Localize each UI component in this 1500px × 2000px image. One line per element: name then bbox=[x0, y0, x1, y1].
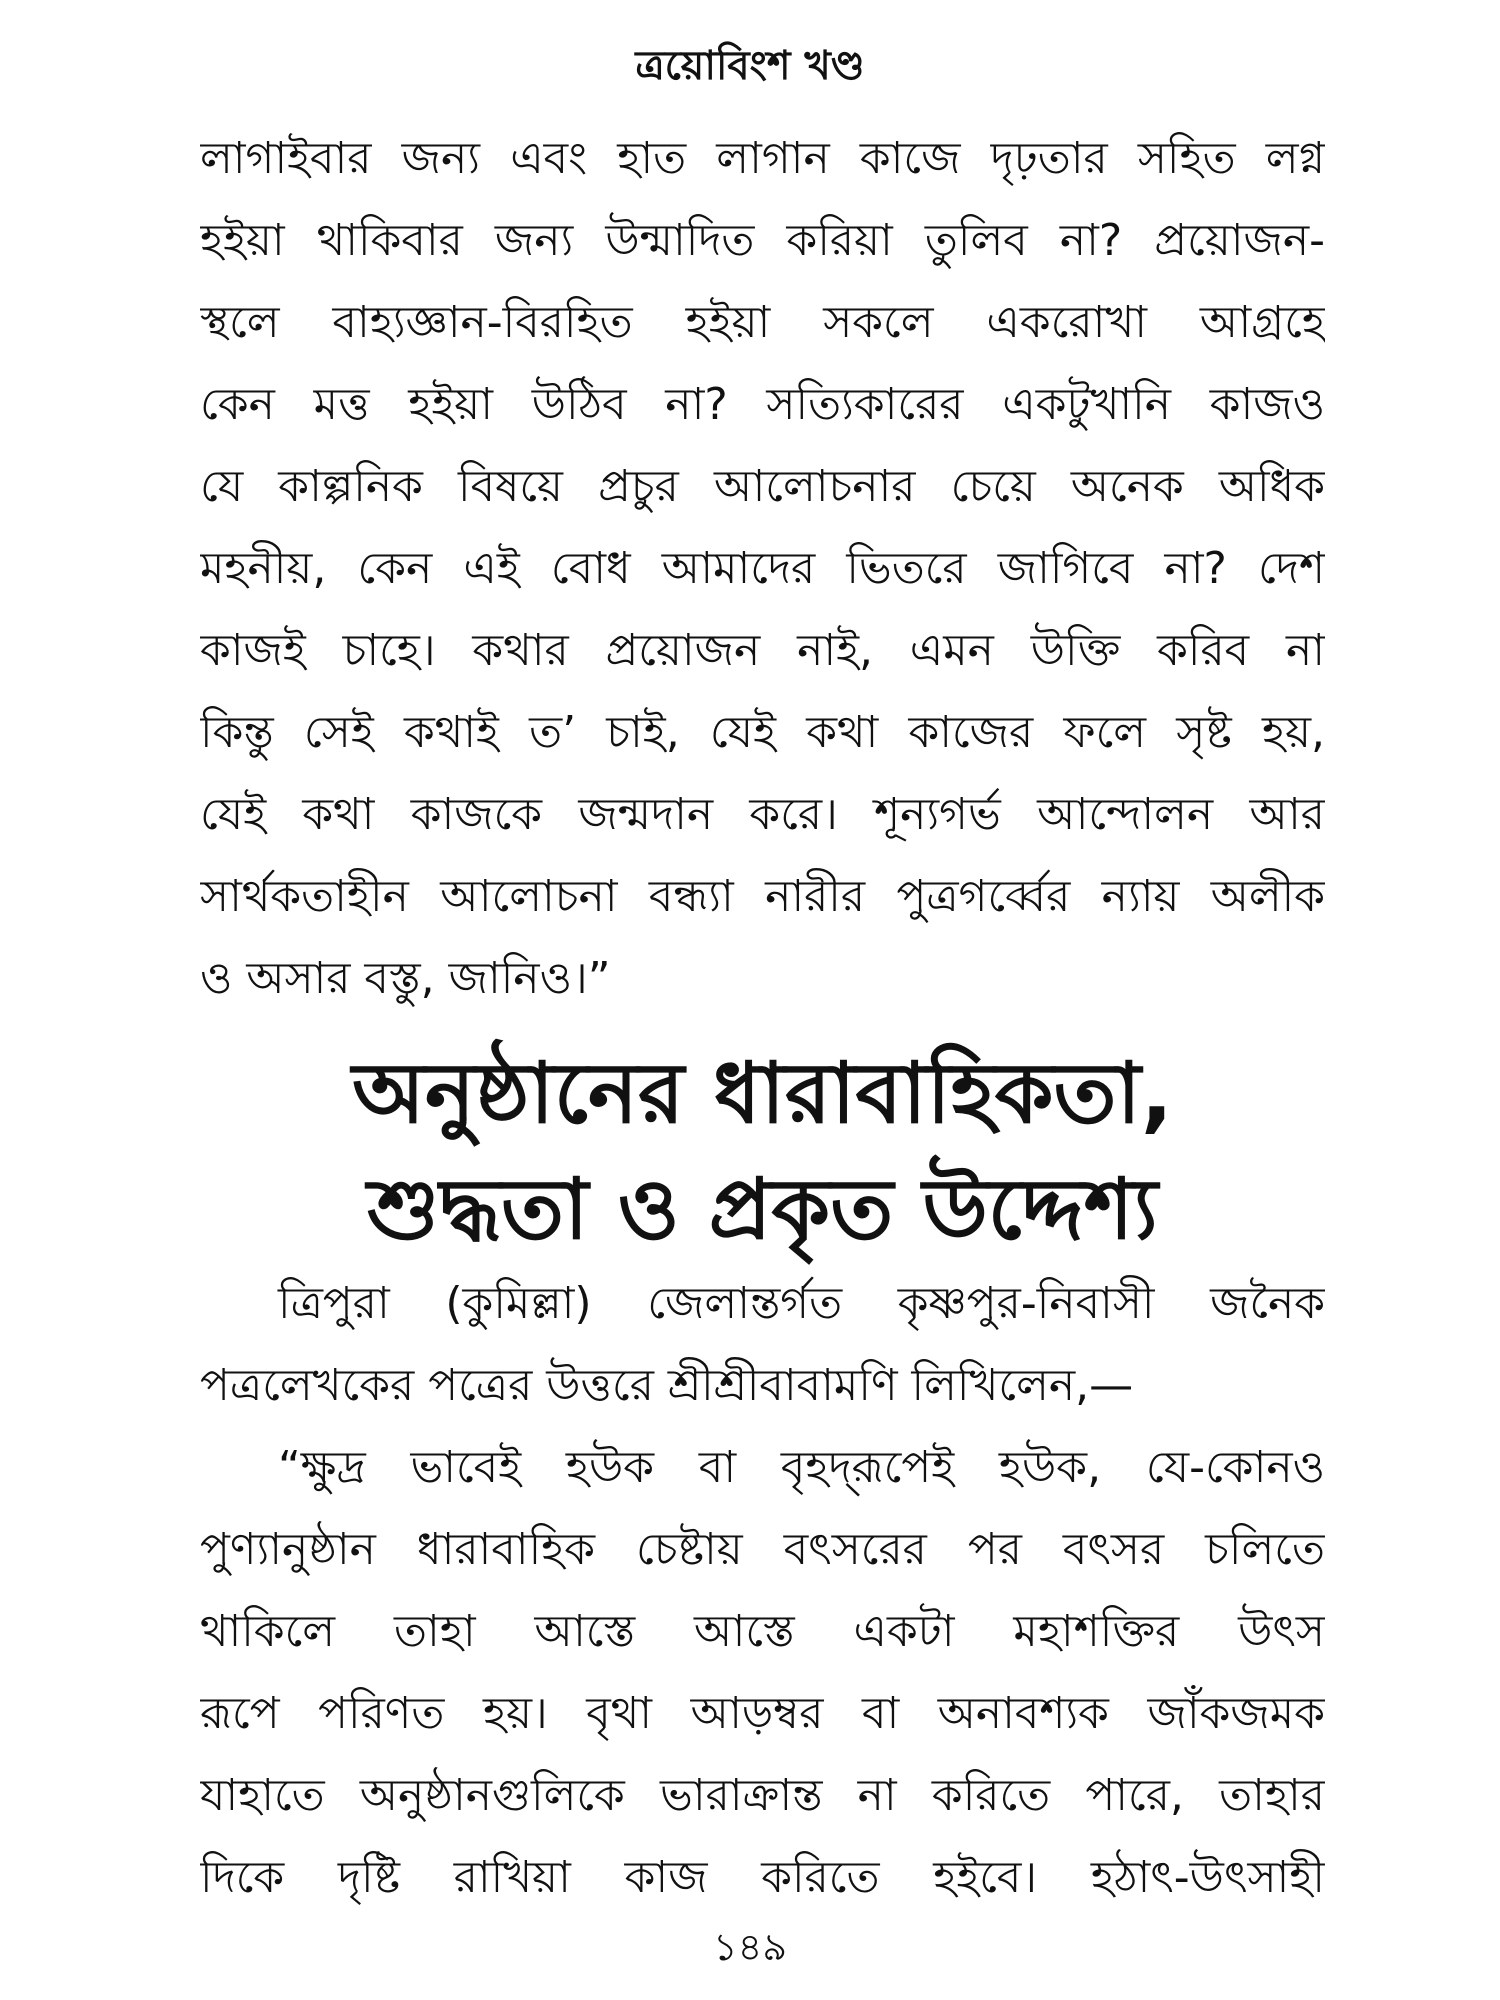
text-line: যে কাল্পনিক বিষয়ে প্রচুর আলোচনার চেয়ে অনেক অধিক bbox=[200, 461, 1325, 512]
text-line: হইয়া থাকিবার জন্য উন্মাদিত করিয়া তুলিব না? প্রয়োজন- bbox=[200, 215, 1325, 266]
text-line: পুণ্যানুষ্ঠান ধারাবাহিক চেষ্টায় বৎসরের পর বৎসর চলিতে bbox=[200, 1524, 1325, 1575]
running-head: ত্রয়োবিংশ খণ্ড bbox=[635, 43, 865, 89]
text-line: থাকিলে তাহা আস্তে আস্তে একটা মহাশক্তির উৎস bbox=[200, 1606, 1325, 1657]
text-line: কেন মত্ত হইয়া উঠিব না? সত্যিকারের একটুখানি কাজও bbox=[200, 379, 1325, 430]
text-line: “ক্ষুদ্র ভাবেই হউক বা বৃহদ্‌রূপেই হউক, যে-কোনও bbox=[278, 1442, 1325, 1493]
section-heading bbox=[200, 1035, 1325, 1267]
paragraph-quotation bbox=[200, 1427, 1325, 1919]
text-line: স্থলে বাহ্যজ্ঞান-বিরহিত হইয়া সকলে একরোখা আগ্রহে bbox=[200, 297, 1325, 348]
text-line: কিন্তু সেই কথাই ত’ চাই, যেই কথা কাজের ফলে সৃষ্ট হয়, bbox=[200, 707, 1325, 758]
text-line-last: ও অসার বস্তু, জানিও।” bbox=[200, 953, 611, 1004]
text-line: রূপে পরিণত হয়। বৃথা আড়ম্বর বা অনাবশ্যক জাঁকজমক bbox=[200, 1688, 1325, 1739]
text-line-last: পত্রলেখকের পত্রের উত্তরে শ্রীশ্রীবাবামণি লিখিলেন,— bbox=[200, 1360, 1134, 1411]
text-line: যাহাতে অনুষ্ঠানগুলিকে ভারাক্রান্ত না করিতে পারে, তাহার bbox=[200, 1770, 1325, 1821]
text-line: কাজই চাহে। কথার প্রয়োজন নাই, এমন উক্তি করিব না bbox=[200, 625, 1325, 676]
section-heading-line: অনুষ্ঠানের ধারাবাহিকতা, bbox=[352, 1044, 1173, 1142]
text-line: দিকে দৃষ্টি রাখিয়া কাজ করিতে হইবে। হঠাৎ-উৎসাহী bbox=[200, 1852, 1325, 1903]
text-line: মহনীয়, কেন এই বোধ আমাদের ভিতরে জাগিবে না? দেশ bbox=[200, 543, 1325, 594]
text-line: যেই কথা কাজকে জন্মদান করে। শূন্যগর্ভ আন্দোলন আর bbox=[200, 789, 1325, 840]
section-heading-line: শুদ্ধতা ও প্রকৃত উদ্দেশ্য bbox=[367, 1160, 1158, 1258]
text-line: ত্রিপুরা (কুমিল্লা) জেলান্তর্গত কৃষ্ণপুর-নিবাসী জনৈক bbox=[278, 1278, 1325, 1329]
text-line: লাগাইবার জন্য এবং হাত লাগান কাজে দৃঢ়তার সহিত লগ্ন bbox=[200, 133, 1325, 184]
paragraph-continued bbox=[200, 118, 1325, 1020]
paragraph-letter-intro bbox=[200, 1263, 1325, 1427]
text-line: সার্থকতাহীন আলোচনা বন্ধ্যা নারীর পুত্রগর্ব্বের ন্যায় অলীক bbox=[200, 871, 1325, 922]
page-number: ১৪৯ bbox=[713, 1925, 787, 1969]
